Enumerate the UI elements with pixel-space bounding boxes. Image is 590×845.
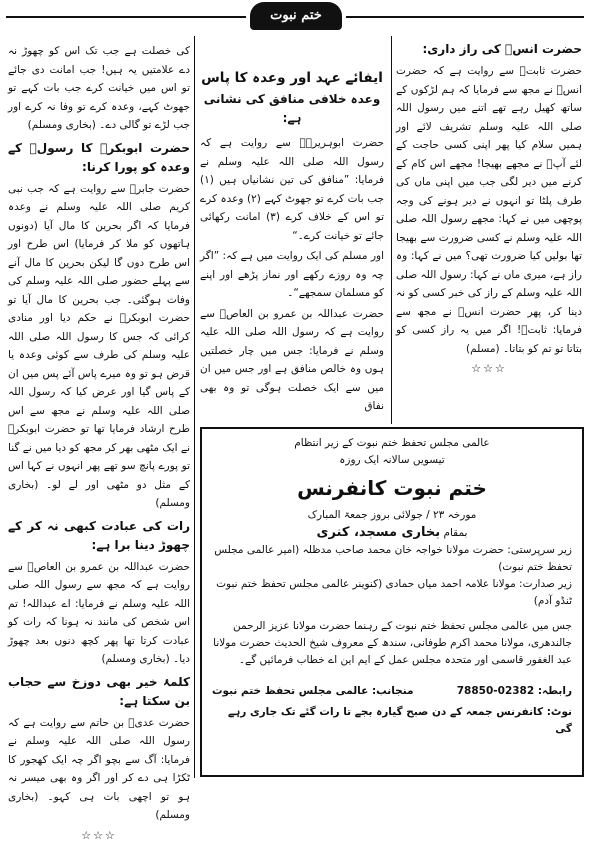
ad-organizer: عالمی مجلس تحفظ ختم نبوت کے زیر انتظام: [212, 435, 572, 452]
ad-venue: بخاری مسجد، کنری: [317, 525, 441, 540]
paragraph-anas-secret: حضرت ثابتؓ سے روایت ہے کہ حضرت انسؓ نے مجھ سے فرمایا کہ ہم لڑکوں کے ساتھ کھیل رہے تھے اتنے میں رسول اللہ صلی اللہ علیہ وسلم تشریف لائے اور ہمیں سلام کیا پھر اپنی کسی حاجت کے لئے آپؐ نے مجھے بھیجا! مجھے اس کام کے کرنے میں دیر لگی جب میں اپنی ماں کی طرف پلٹا تو انہوں نے دیر ہونے کی وجہ پوچھی میں نے کہا: مجھے رسول اللہ صلی اللہ علیہ وسلم نے کسی ضرورت سے بھیجا تھا بولیں کیا ضرورت تھی؟ میں نے کہا: وہ راز ہے، میری ماں نے کہا: رسول اللہ صلی اللہ علیہ وسلم کے راز کی خبر کسی کو نہ دینا کر، پھر حضرت انسؓ نے مجھ سے فرمایا: ثابتؓ! اگر میں یہ راز کسی کو بتاتا تو تم کو بتاتا۔ (مسلم): [396, 62, 582, 358]
section-heading-abubakr-promise: حضرت ابوبکرؓ کا رسولؐ کے وعدہ کو پورا کرنا:: [8, 139, 190, 177]
header-rule-left: [6, 16, 246, 18]
ad-date: مورخہ ۲۳ / جولائی بروز جمعۃ المبارک: [212, 507, 572, 524]
conference-announcement-box: [200, 427, 584, 777]
column-divider: [391, 36, 392, 424]
right-column: [396, 36, 582, 379]
section-heading-anas-secret: حضرت انسؓ کی راز داری:: [396, 40, 582, 59]
ad-conference-title: ختم نبوت کانفرنس: [212, 473, 572, 503]
paragraph-abubakr-promise: حضرت جابرؓ سے روایت ہے کہ جب نبی کریم صلی اللہ علیہ وسلم نے وعدہ فرمایا کہ اگر بحرین کا مال آیا (دونوں ہاتھوں کو ملا کر فرمایا) اس طرح اور اس طرح دوں گا لیکن بحرین کا مال آنے سے پہلے حضور صلی اللہ علیہ وسلم کی وفات ہوگئی۔ جب بحرین کا مال آیا تو حضرت ابوبکرؓ نے حکم دیا اور منادی کرائی کہ جس کا رسول اللہ صلی اللہ علیہ وسلم کی طرف سے کوئی وعدہ یا قرض ہو تو وہ میرے پاس آئے پس میں ان کے پاس گیا اور عرض کیا کہ رسول اللہ صلی اللہ علیہ وسلم نے مجھ سے اس طرح ارشاد فرمایا تھا تو حضرت ابوبکرؓ نے ایک مٹھی بھر کر مجھ کو دیا میں نے گنا تو پورے پانچ سو تھے پھر انہوں نے کہا اس کے مثل دو مٹھی اور لے لو۔ (بخاری ومسلم): [8, 180, 190, 513]
header-rule-right: [346, 16, 584, 18]
stars-divider: ☆☆☆: [396, 360, 582, 379]
ad-venue-row: [212, 524, 572, 542]
ad-phone: 02382-78850: [457, 685, 534, 697]
paragraph-night-worship: حضرت عبداللہ بن عمرو بن العاصؓ سے روایت ہے کہ مجھ سے رسول اللہ صلی اللہ علیہ وسلم نے فرمایا: اے عبداللہ! تم اس شخص کی مانند نہ ہونا کہ رات کو عبادت کرتا تھا پھر کچھ دنوں بعد چھوڑ دیا۔ (بخاری ومسلم): [8, 558, 190, 669]
ad-patron: زیر سرپرستی: حضرت مولانا خواجہ خان محمد صاحب مدظلہ (امیر عالمی مجلس تحفظ ختم نبوت): [212, 542, 572, 576]
paragraph-four-traits: حضرت عبداللہ بن عمرو بن العاصؓ سے روایت ہے کہ رسول اللہ صلی اللہ علیہ وسلم نے فرمایا: جس میں چار خصلتیں ہوں وہ خالص منافق ہے اور جس میں ان میں سے ایک خصلت ہوگی تو وہ بھی نفاق: [200, 305, 384, 416]
paragraph-good-word: حضرت عدیؓ بن حاتم سے روایت ہے کہ رسول اللہ صلی اللہ علیہ وسلم نے فرمایا: آگ سے بچو اگر چہ ایک کھجور کا ٹکڑا ہی دے کر اور اگر وہ بھی میسر نہ ہو تو اچھی بات ہی کہو۔ (بخاری ومسلم): [8, 714, 190, 825]
ad-president: زیر صدارت: مولانا علامہ احمد میاں حمادی (کنوینر عالمی مجلس تحفظ ختم نبوت ٹنڈو آدم): [212, 576, 572, 610]
ad-host: منجانب: عالمی مجلس تحفظ ختم نبوت: [212, 683, 414, 700]
paragraph-continuation: کی خصلت ہے جب تک اس کو چھوڑ نہ دے علامتیں یہ ہیں! جب امانت دی جائے تو اس میں خیانت کرے جب بات کہے تو جھوٹ کہے، وعدہ کرے تو وفا نہ کرے اور جب لڑے تو گالی دے۔ (بخاری ومسلم): [8, 42, 190, 135]
middle-column: [200, 68, 384, 418]
left-column: [8, 42, 190, 845]
section-heading-night-worship: رات کی عبادت کبھی نہ کر کے چھوڑ دینا برا ہے:: [8, 517, 190, 555]
masthead-badge: ختم نبوت: [250, 2, 342, 30]
article-title: ایفائے عہد اور وعدہ کا پاس: [200, 68, 384, 88]
paragraph-hypocrite-signs: حضرت ابوہریرہؓ سے روایت ہے کہ رسول اللہ صلی اللہ علیہ وسلم نے فرمایا: ”منافق کی تین نشانیاں ہیں (۱) جب بات کرے تو جھوٹ کہے (۲) وعدہ کرے تو اس کے خلاف کرے (۳) امانت رکھائی جائے تو خیانت کرے۔“: [200, 134, 384, 245]
paragraph-muslim-narration: اور مسلم کی ایک روایت میں ہے کہ: ”اگر چہ وہ روزے رکھے اور نماز پڑھے اور اپنے کو مسلمان سمجھے“۔: [200, 247, 384, 303]
ad-venue-label: بمقام: [443, 527, 467, 539]
ad-speakers: جس میں عالمی مجلس تحفظ ختم نبوت کے رہنما حضرت مولانا عزیز الرحمن جالندھری، مولانا محمد اکرم طوفانی، سندھ کے معروف شیخ الحدیث حضرت مولانا عبد الغفور قاسمی اور متحدہ مجلس عمل کے ایم این اے خطاب فرمائیں گے۔: [212, 618, 572, 669]
column-divider: [194, 36, 195, 778]
stars-divider: ☆☆☆: [8, 827, 190, 845]
ad-edition: تیسویں سالانہ ایک روزہ: [212, 452, 572, 469]
article-subtitle: وعدہ خلافی منافق کی نشانی ہے:: [200, 90, 384, 128]
ad-contact-row: [212, 683, 572, 700]
section-heading-good-word: کلمۂ خیر بھی دوزخ سے حجاب بن سکتا ہے:: [8, 673, 190, 711]
ad-contact-label: رابطہ:: [538, 685, 572, 697]
ad-note: نوٹ: کانفرنس جمعہ کے دن صبح گیارہ بجے تا رات گئے تک جاری رہے گی: [212, 704, 572, 738]
ad-contact: [457, 683, 572, 700]
